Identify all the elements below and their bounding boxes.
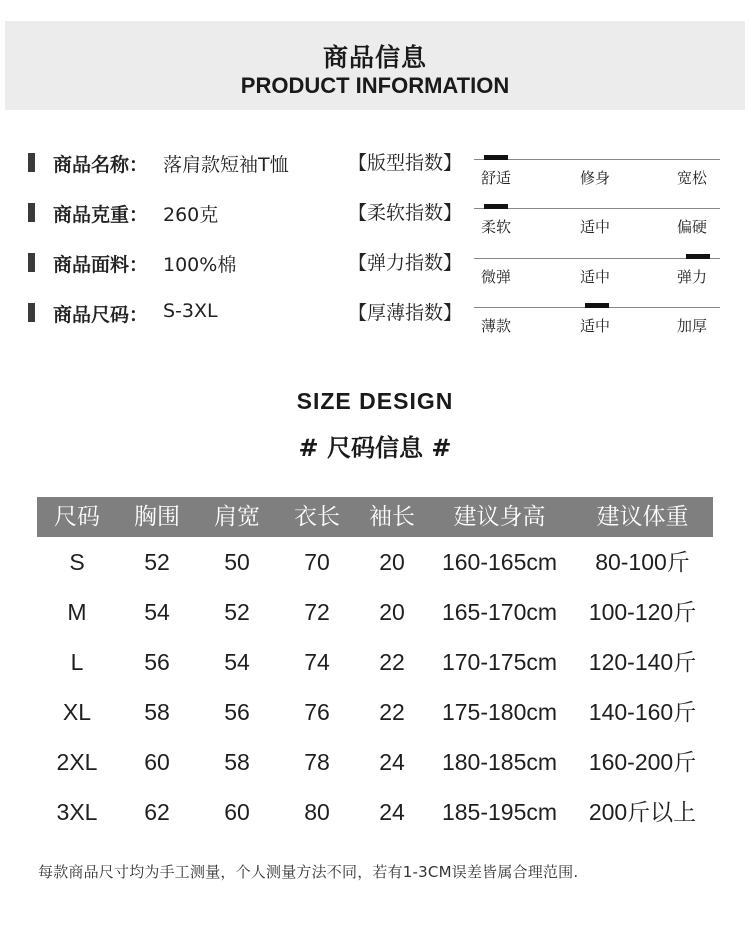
- scale-line: [474, 159, 720, 160]
- scale-marker: [484, 204, 508, 209]
- info-value: 落肩款短袖T恤: [163, 154, 289, 176]
- column-header: 衣长: [294, 504, 340, 530]
- scale-elasticity: [474, 254, 720, 294]
- table-cell: 80-100斤: [595, 549, 690, 575]
- table-cell: 165-170cm: [441, 599, 558, 625]
- table-cell: 80: [304, 799, 330, 825]
- table-cell: 56: [144, 649, 170, 675]
- table-cell: 60: [144, 749, 170, 775]
- table-row: [37, 687, 713, 737]
- column-header: 尺码: [54, 504, 100, 530]
- table-cell: 76: [304, 699, 330, 725]
- bullet-marker: [28, 303, 35, 322]
- table-cell: 100-120斤: [588, 599, 697, 625]
- scale-option-right: 弹力: [677, 268, 708, 286]
- column-header: 肩宽: [214, 504, 260, 530]
- table-cell: 120-140斤: [588, 649, 697, 675]
- info-label: 商品名称：: [53, 154, 149, 176]
- table-row: [37, 737, 713, 787]
- table-cell: M: [67, 599, 87, 625]
- table-cell: 200斤以上: [588, 799, 697, 825]
- table-cell: 70: [304, 549, 330, 575]
- info-label: 商品克重：: [53, 204, 149, 226]
- table-cell: 20: [379, 599, 405, 625]
- scale-option-mid: 适中: [580, 218, 611, 236]
- table-cell: 56: [224, 699, 250, 725]
- table-cell: 160-200斤: [588, 749, 697, 775]
- info-value: 260克: [163, 204, 219, 226]
- table-row: [37, 637, 713, 687]
- column-header: 建议体重: [596, 504, 689, 530]
- scale-thickness: [474, 303, 720, 343]
- table-cell: 52: [224, 599, 250, 625]
- index-label: 【柔软指数】: [348, 202, 463, 224]
- scale-fit: [474, 155, 720, 195]
- table-cell: 22: [379, 699, 405, 725]
- size-table: [37, 497, 713, 837]
- table-row: [37, 537, 713, 587]
- table-header: [37, 497, 713, 537]
- index-label: 【版型指数】: [348, 152, 463, 174]
- table-cell: 78: [304, 749, 330, 775]
- header-title-en: PRODUCT INFORMATION: [240, 73, 510, 98]
- scale-marker: [585, 303, 609, 308]
- header-title-cn: 商品信息: [322, 43, 427, 72]
- size-title-en: SIZE DESIGN: [296, 388, 454, 414]
- table-cell: 58: [144, 699, 170, 725]
- scale-option-right: 宽松: [677, 169, 708, 187]
- table-cell: 58: [224, 749, 250, 775]
- scale-option-left: 薄款: [481, 317, 512, 335]
- scale-option-mid: 适中: [580, 268, 611, 286]
- footnote: 每款商品尺寸均为手工测量，个人测量方法不同，若有1-3CM误差皆属合理范围.: [38, 863, 579, 881]
- table-cell: S: [69, 549, 85, 575]
- table-cell: XL: [62, 699, 92, 725]
- index-label: 【厚薄指数】: [348, 302, 463, 324]
- table-cell: 74: [304, 649, 330, 675]
- scale-option-right: 偏硬: [677, 218, 708, 236]
- column-header: 建议身高: [453, 504, 546, 530]
- bullet-marker: [28, 203, 35, 222]
- table-cell: 60: [224, 799, 250, 825]
- scale-option-mid: 适中: [580, 317, 611, 335]
- info-value: S-3XL: [163, 300, 218, 322]
- scale-softness: [474, 204, 720, 244]
- index-label: 【弹力指数】: [348, 252, 463, 274]
- scale-marker: [686, 254, 710, 259]
- table-cell: 20: [379, 549, 405, 575]
- bullet-marker: [28, 253, 35, 272]
- table-cell: 185-195cm: [441, 799, 558, 825]
- column-header: 袖长: [369, 504, 415, 530]
- table-cell: 180-185cm: [441, 749, 558, 775]
- table-cell: 140-160斤: [588, 699, 697, 725]
- table-cell: 175-180cm: [441, 699, 558, 725]
- table-cell: L: [70, 649, 84, 675]
- table-cell: 54: [224, 649, 250, 675]
- table-cell: 24: [379, 749, 405, 775]
- scale-marker: [484, 155, 508, 160]
- size-title-cn: # 尺码信息 #: [298, 434, 452, 462]
- table-cell: 160-165cm: [441, 549, 558, 575]
- info-label: 商品面料：: [53, 254, 149, 276]
- info-label: 商品尺码：: [53, 304, 149, 326]
- scale-option-left: 微弹: [481, 268, 512, 286]
- table-cell: 52: [144, 549, 170, 575]
- table-cell: 24: [379, 799, 405, 825]
- scale-line: [474, 208, 720, 209]
- scale-line: [474, 258, 720, 259]
- table-cell: 54: [144, 599, 170, 625]
- scale-option-mid: 修身: [580, 169, 611, 187]
- info-value: 100%棉: [163, 254, 237, 276]
- table-cell: 170-175cm: [441, 649, 558, 675]
- bullet-marker: [28, 153, 35, 172]
- table-cell: 62: [144, 799, 170, 825]
- table-row: [37, 587, 713, 637]
- table-cell: 72: [304, 599, 330, 625]
- table-cell: 2XL: [56, 749, 98, 775]
- table-cell: 50: [224, 549, 250, 575]
- scale-option-left: 柔软: [481, 218, 512, 236]
- scale-option-left: 舒适: [481, 169, 512, 187]
- column-header: 胸围: [134, 504, 180, 530]
- table-cell: 3XL: [56, 799, 98, 825]
- table-row: [37, 787, 713, 837]
- table-body: [37, 537, 713, 837]
- header-banner: [5, 21, 745, 110]
- table-cell: 22: [379, 649, 405, 675]
- scale-option-right: 加厚: [677, 317, 708, 335]
